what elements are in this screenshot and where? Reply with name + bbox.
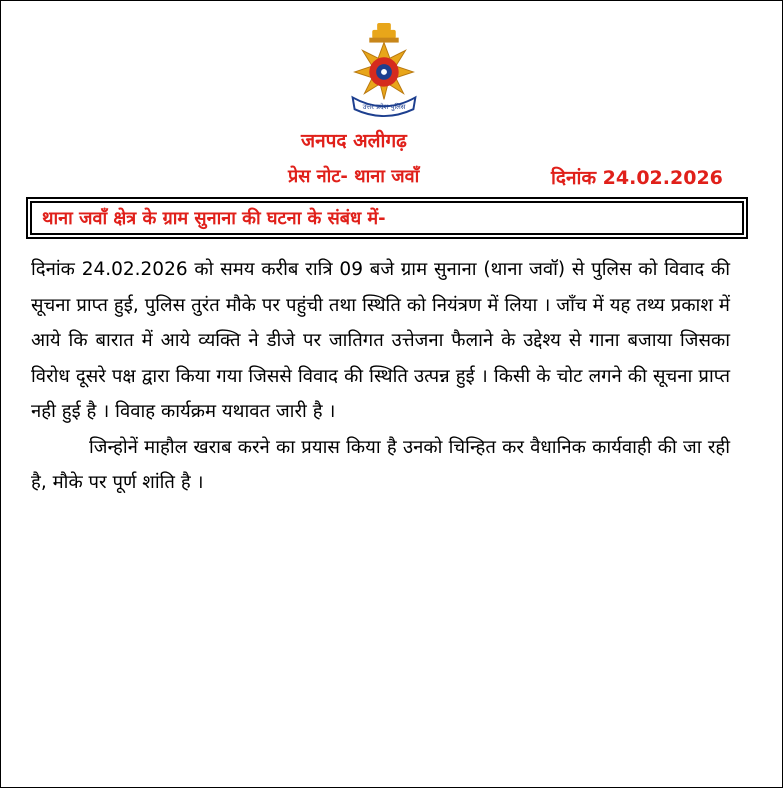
- press-note-body: [31, 252, 730, 501]
- emblem-ribbon-text: उत्तर प्रदेश पुलिस: [362, 103, 406, 112]
- subject-box: [26, 197, 748, 239]
- subject-heading: थाना जवाँ क्षेत्र के ग्राम सुनाना की घटना के संबंध में-: [42, 208, 386, 229]
- body-paragraph-2: जिन्होनें माहौल खराब करने का प्रयास किया है उनको चिन्हित कर वैधानिक कार्यवाही की जा रही है, मौके पर पूर्ण शांति है ।: [31, 436, 730, 493]
- up-police-emblem-icon: [335, 21, 433, 119]
- press-note-heading: प्रेस नोट- थाना जवाँ: [288, 166, 420, 187]
- body-paragraph-1: दिनांक 24.02.2026 को समय करीब रात्रि 09 बजे ग्राम सुनाना (थाना जवॉ) से पुलिस को विवाद की सूचना प्राप्त हुई, पुलिस तुरंत मौके पर पहुंची तथा स्थिति को नियंत्रण में लिया । जाँच में यह तथ्य प्रकाश में आये कि बारात में आये व्यक्ति ने डीजे पर जातिगत उत्तेजना फैलाने के उद्देश्य से गाना बजाया जिसका विरोध दूसरे पक्ष द्वारा किया गया जिससे विवाद की स्थिति उत्पन्न हुई । किसी के चोट लगने की सूचना प्राप्त नही हुई है । विवाह कार्यक्रम यथावत जारी है ।: [31, 259, 730, 422]
- district-title: जनपद अलीगढ़: [301, 130, 407, 152]
- press-note-date: दिनांक 24.02.2026: [551, 167, 723, 189]
